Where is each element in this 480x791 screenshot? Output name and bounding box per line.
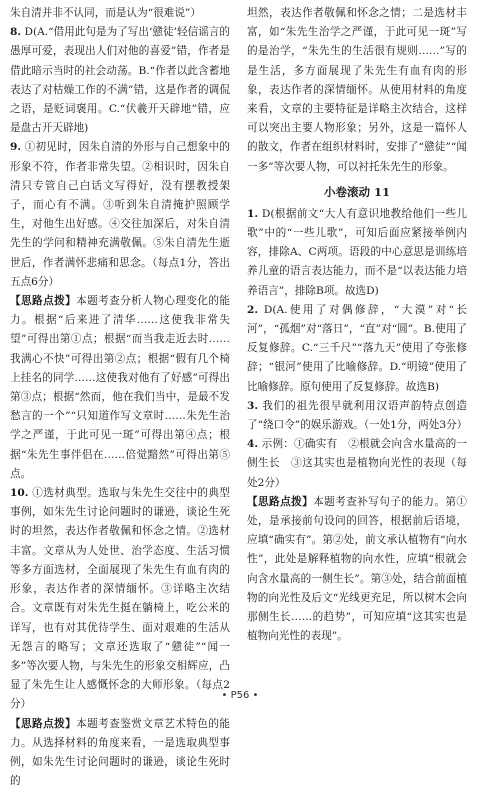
hint-paragraph — [247, 493, 467, 647]
answer-text: ①初见时，因朱自清的外形与自己想象中的形象不符，作者非常失望。②相识时，因朱自清只专管自己白话文写得好，没有摆教授架子，而心有不满。③听到朱自清掩护照顾学生，对他生出好感。④交往加深后，对朱自清先生的学问和精神充满敬佩。⑤朱自清先生逝世后，作者满怀悲痛和思念。（每点1分，答出五点6分） — [10, 141, 230, 288]
right-column — [247, 4, 467, 647]
hint-paragraph — [10, 292, 230, 484]
answer-text: D(A.“借用此句是为了写出‘戆徒’轻信谣言的愚厚可爱，表现出人们对他的喜爱”错，作者是借此暗示当时的社会动荡。B.“作者以此含蓄地表达了对枯燥工作的不满”错，这是作者的调侃之语，是贬词褒用。C.“伏羲开天辟地”错，应是盘古开天辟地) — [10, 26, 230, 135]
answer-4 — [247, 435, 467, 493]
answer-text: D(A.使用了对偶修辞，“大漠”对“长河”，“孤烟”对“落日”，“直”对“圆”。B.使用了反复修辞。C.“三千尺”“落九天”使用了夸张修辞；“银河”使用了比喻修辞。D.“明镜”使用了比喻修辞。原句使用了反复修辞。故选B) — [247, 303, 467, 393]
answer-text: 我们的祖先很早就利用汉语声韵特点创造了“绕口令”的娱乐游戏。（一处1分，两处3分） — [247, 399, 468, 432]
page-number: • P56 • — [221, 690, 259, 701]
answer-text: 示例：①确实有 ②根就会向含水量高的一侧生长 ③这其实也是植物向光性的表现（每处2分） — [247, 438, 467, 489]
question-number: 4. — [247, 438, 259, 451]
hint-tag: 【思路点拨】 — [247, 495, 314, 508]
paragraph: 坦然，表达作者敬佩和怀念之情；二是选材丰富，如“朱先生治学之严谨，于此可见一斑”写的是治学，“朱先生的生活很有规则……”写的是生活，多方面展现了朱先生有血有肉的形象，表达作者的深情缅怀。从使用材料的角度来看，文章的主要特征是详略主次结合，这样可以突出主要人物形象；另外，这是一篇怀人的散文，作者在组织材料时，安排了“戆徒”“闻一多”等次要人物，可以衬托朱先生的形象。 — [247, 7, 467, 173]
left-column — [10, 4, 230, 791]
answer-text: ①选材典型。选取与朱先生交往中的典型事例，如朱先生讨论问题时的谦逊，谈论生死时的坦然，表达作者敬佩和怀念之情。②选材丰富。文章从为人处世、治学态度、生活习惯等多方面选材，全面展现了朱先生有血有肉的形象，表达作者的深情缅怀。③详略主次结合。文章既有对朱先生挺在躺椅上，吃公米的详写，也有对其优待学生、面对艰难的生活从无怨言的略写；文章还选取了“戆徒”“闻一多”等次要人物，与朱先生的形象交相辉应，凸显了朱先生让人感慨怀念的大师形象。（每点2分） — [10, 487, 231, 711]
hint-paragraph — [10, 715, 230, 791]
question-number: 8. — [10, 26, 22, 39]
answer-1 — [247, 205, 467, 301]
answer-8 — [10, 23, 230, 138]
answer-9 — [10, 138, 230, 292]
question-number: 3. — [247, 399, 259, 412]
question-number: 2. — [247, 303, 259, 316]
hint-tag: 【思路点拨】 — [10, 717, 77, 730]
answer-10 — [10, 484, 230, 714]
answer-3 — [247, 397, 467, 435]
question-number: 9. — [10, 141, 22, 154]
paragraph: 朱自清并非不认同，而是认为“很难说”） — [10, 7, 201, 19]
question-number: 10. — [10, 487, 29, 500]
hint-tag: 【思路点拨】 — [10, 295, 77, 308]
hint-text: 本题考查鉴赏文章艺术特色的能力。从选择材料的角度来看，一是选取典型事例，如朱先生讨论问题时的谦逊，谈论生死时的 — [10, 717, 231, 788]
hint-text: 本题考查分析人物心理变化的能力。根据“后来进了清华……这使我非常失望”可得出第①点；根据“而当我走近去时……我满心不快”可得出第②点；根据“假有几个椅上挂名的同学……这使我对他有了好感”可得出第③点；根据“然而，他在我们当中，是最不发愁言的一个”“只知道作写文章时……朱先生治学之严谨，于此可见一斑”可得出第④点；根据“朱先生事伴侣在……倍觉黯然”可得出第⑤点。 — [10, 295, 231, 480]
section-title: 小卷滚动 11 — [323, 184, 390, 199]
hint-text: 本题考查补写句子的能力。第①处，是承接前句设问的回答，根据前后语境，应填“确实有”。第②处，前文承认植物有“向水性”，此处是解释植物的向水性，应填“根就会向含水量高的一侧生长”。第③处，结合前面植物的向光性及后文“光线更充足，所以树木会向那侧生长……的趋势”，可知应填“这其实也是植物向光性的表现”。 — [247, 495, 468, 643]
question-number: 1. — [247, 207, 259, 220]
answer-text: D(根据前文“大人有意识地教给他们一些儿歌”中的“一些儿歌”，可知后面应紧接举例内容，排除A、C两项。语段的中心意思是训练培养儿童的语言表达能力，而不是“以表达能力培养语言”，排除B项。故选D) — [247, 207, 467, 297]
answer-2 — [247, 301, 467, 397]
